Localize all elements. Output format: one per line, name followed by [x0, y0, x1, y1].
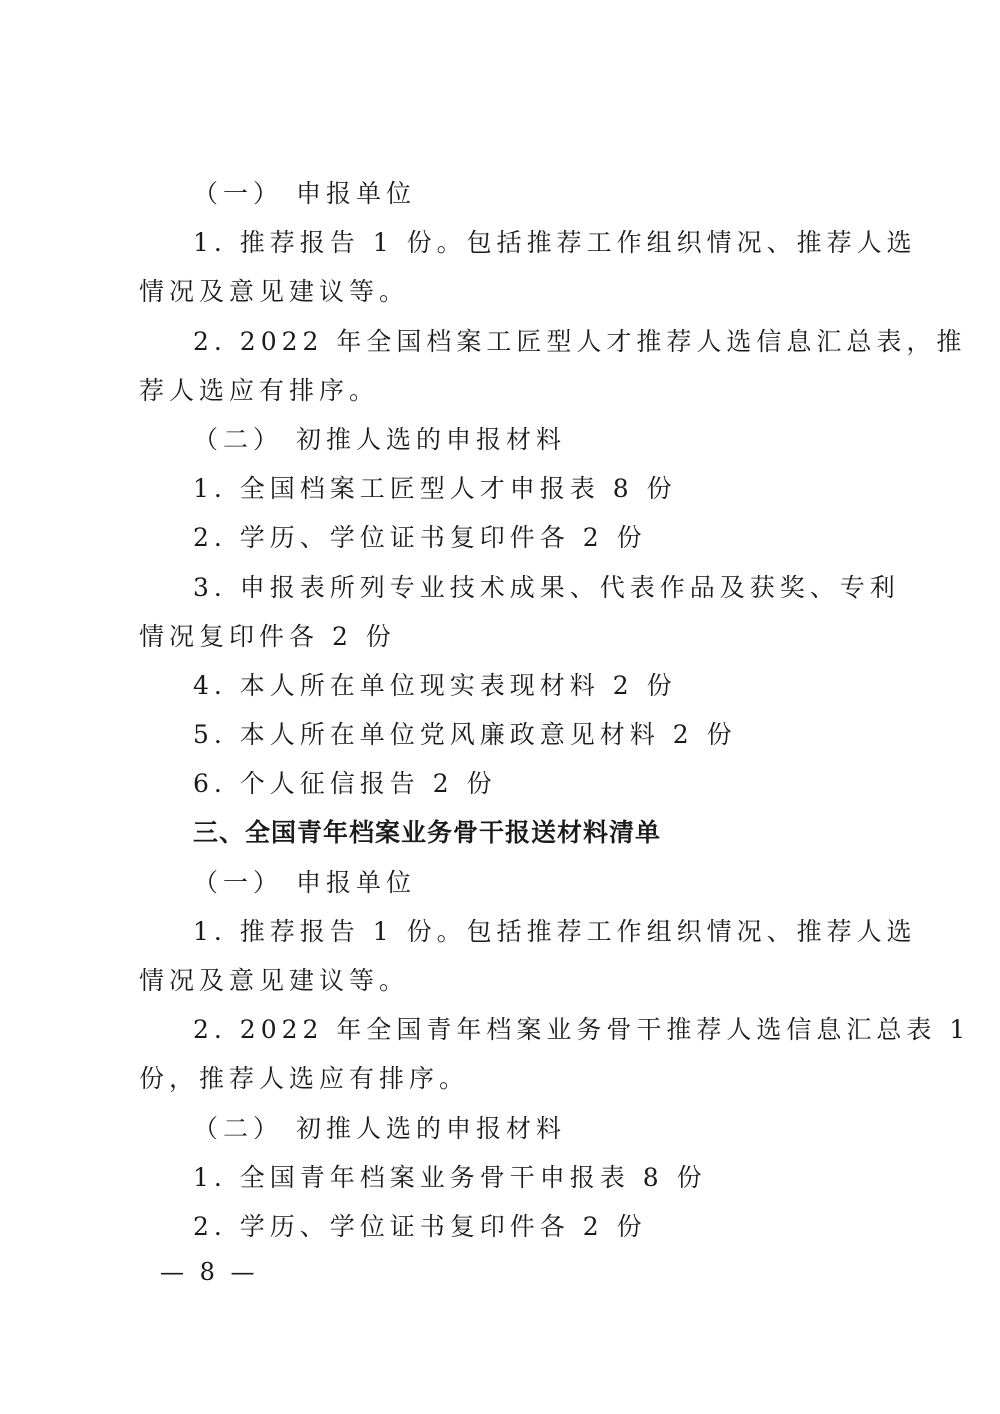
- list-item: 4. 本人所在单位现实表现材料 2 份: [193, 670, 677, 700]
- document-body: [139, 169, 971, 1251]
- list-item: 1. 全国档案工匠型人才申报表 8 份: [193, 474, 677, 504]
- subsection-title: （一） 申报单位: [193, 179, 416, 208]
- list-item: 2. 学历、学位证书复印件各 2 份: [193, 1211, 647, 1241]
- list-item-line: 1. 推荐报告 1 份。包括推荐工作组织情况、推荐人选: [193, 228, 917, 258]
- subsection-title: （二） 初推人选的申报材料: [193, 424, 566, 454]
- subsection-title: （一） 申报单位: [193, 867, 416, 897]
- list-item-line: 情况复印件各 2 份: [139, 621, 396, 651]
- section-heading: 三、全国青年档案业务骨干报送材料清单: [193, 818, 662, 848]
- list-item: 2. 学历、学位证书复印件各 2 份: [193, 523, 647, 553]
- list-item-line: 2. 2022 年全国档案工匠型人才推荐人选信息汇总表，推: [193, 326, 967, 356]
- list-item: 1. 全国青年档案业务骨干申报表 8 份: [193, 1162, 707, 1192]
- list-item-line: 情况及意见建议等。: [139, 277, 410, 307]
- list-item-line: 情况及意见建议等。: [139, 966, 410, 995]
- list-item-line: 1. 推荐报告 1 份。包括推荐工作组织情况、推荐人选: [193, 916, 917, 946]
- page-number: — 8 —: [160, 1258, 259, 1286]
- list-item-line: 荐人选应有排序。: [139, 375, 380, 405]
- list-item: 5. 本人所在单位党风廉政意见材料 2 份: [193, 720, 737, 750]
- list-item-line: 3. 申报表所列专业技术成果、代表作品及获奖、专利: [193, 572, 900, 602]
- list-item: 6. 个人征信报告 2 份: [193, 769, 497, 799]
- list-item-line: 2. 2022 年全国青年档案业务骨干推荐人选信息汇总表 1: [193, 1015, 971, 1045]
- subsection-title: （二） 初推人选的申报材料: [193, 1113, 566, 1143]
- list-item-line: 份，推荐人选应有排序。: [139, 1064, 470, 1094]
